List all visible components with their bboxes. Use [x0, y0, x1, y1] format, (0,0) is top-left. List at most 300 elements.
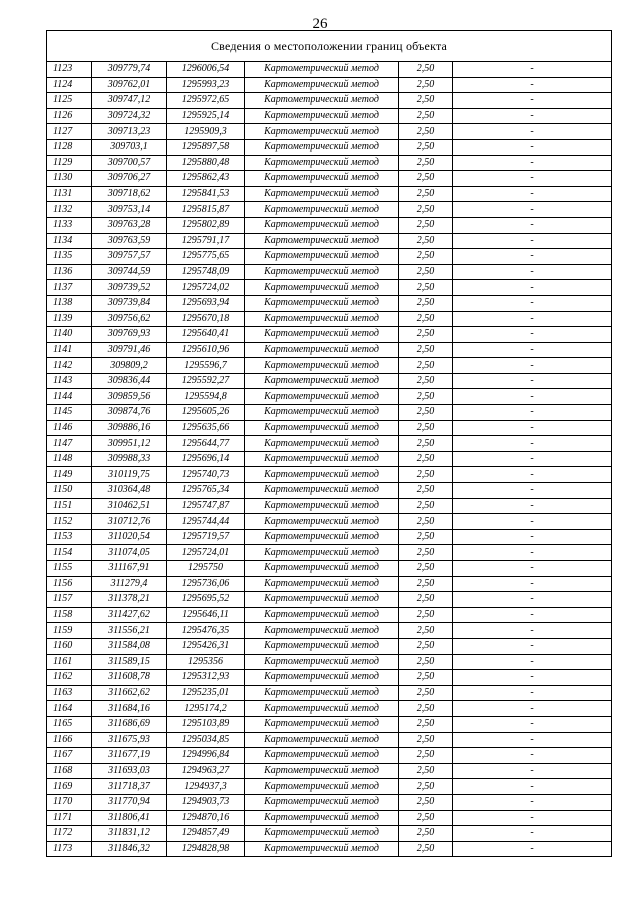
accuracy-cell: 2,50: [399, 436, 453, 452]
description-cell: -: [453, 451, 612, 467]
accuracy-cell: 2,50: [399, 420, 453, 436]
table-row: [47, 420, 612, 436]
y-coordinate-cell: 1294828,98: [167, 841, 245, 857]
point-number-cell: 1136: [47, 264, 92, 280]
method-cell: Картометрический метод: [245, 670, 399, 686]
table-row: [47, 514, 612, 530]
description-cell: -: [453, 826, 612, 842]
point-number-cell: 1130: [47, 171, 92, 187]
x-coordinate-cell: 311589,15: [92, 654, 167, 670]
accuracy-cell: 2,50: [399, 607, 453, 623]
description-cell: -: [453, 732, 612, 748]
description-cell: -: [453, 233, 612, 249]
description-cell: -: [453, 280, 612, 296]
method-cell: Картометрический метод: [245, 389, 399, 405]
point-number-cell: 1163: [47, 685, 92, 701]
description-cell: -: [453, 108, 612, 124]
accuracy-cell: 2,50: [399, 171, 453, 187]
table-row: [47, 124, 612, 140]
point-number-cell: 1156: [47, 576, 92, 592]
accuracy-cell: 2,50: [399, 327, 453, 343]
method-cell: Картометрический метод: [245, 249, 399, 265]
x-coordinate-cell: 310119,75: [92, 467, 167, 483]
x-coordinate-cell: 310462,51: [92, 498, 167, 514]
point-number-cell: 1124: [47, 77, 92, 93]
y-coordinate-cell: 1296006,54: [167, 62, 245, 78]
y-coordinate-cell: 1295476,35: [167, 623, 245, 639]
description-cell: -: [453, 607, 612, 623]
description-cell: -: [453, 77, 612, 93]
method-cell: Картометрический метод: [245, 451, 399, 467]
x-coordinate-cell: 309791,46: [92, 342, 167, 358]
description-cell: -: [453, 311, 612, 327]
page-number: 26: [312, 16, 328, 32]
point-number-cell: 1129: [47, 155, 92, 171]
description-cell: -: [453, 779, 612, 795]
y-coordinate-cell: 1295635,66: [167, 420, 245, 436]
accuracy-cell: 2,50: [399, 748, 453, 764]
x-coordinate-cell: 311718,37: [92, 779, 167, 795]
x-coordinate-cell: 311279,4: [92, 576, 167, 592]
accuracy-cell: 2,50: [399, 342, 453, 358]
description-cell: -: [453, 623, 612, 639]
accuracy-cell: 2,50: [399, 654, 453, 670]
point-number-cell: 1147: [47, 436, 92, 452]
table-row: [47, 779, 612, 795]
description-cell: -: [453, 420, 612, 436]
x-coordinate-cell: 310712,76: [92, 514, 167, 530]
table-row: [47, 405, 612, 421]
accuracy-cell: 2,50: [399, 451, 453, 467]
table-row: [47, 249, 612, 265]
method-cell: Картометрический метод: [245, 420, 399, 436]
method-cell: Картометрический метод: [245, 623, 399, 639]
table-row: [47, 311, 612, 327]
accuracy-cell: 2,50: [399, 498, 453, 514]
table-row: [47, 139, 612, 155]
accuracy-cell: 2,50: [399, 794, 453, 810]
table-row: [47, 701, 612, 717]
description-cell: -: [453, 264, 612, 280]
method-cell: Картометрический метод: [245, 529, 399, 545]
method-cell: Картометрический метод: [245, 124, 399, 140]
y-coordinate-cell: 1295592,27: [167, 373, 245, 389]
y-coordinate-cell: 1295724,02: [167, 280, 245, 296]
x-coordinate-cell: 309779,74: [92, 62, 167, 78]
x-coordinate-cell: 311167,91: [92, 561, 167, 577]
table-row: [47, 295, 612, 311]
table-row: [47, 529, 612, 545]
point-number-cell: 1144: [47, 389, 92, 405]
x-coordinate-cell: 309713,23: [92, 124, 167, 140]
point-number-cell: 1157: [47, 592, 92, 608]
point-number-cell: 1171: [47, 810, 92, 826]
method-cell: Картометрический метод: [245, 186, 399, 202]
x-coordinate-cell: 309859,56: [92, 389, 167, 405]
accuracy-cell: 2,50: [399, 186, 453, 202]
accuracy-cell: 2,50: [399, 779, 453, 795]
method-cell: Картометрический метод: [245, 108, 399, 124]
y-coordinate-cell: 1294857,49: [167, 826, 245, 842]
y-coordinate-cell: 1295644,77: [167, 436, 245, 452]
table-row: [47, 498, 612, 514]
method-cell: Картометрический метод: [245, 311, 399, 327]
y-coordinate-cell: 1295791,17: [167, 233, 245, 249]
accuracy-cell: 2,50: [399, 108, 453, 124]
table-title-row: [47, 31, 612, 62]
table-row: [47, 233, 612, 249]
x-coordinate-cell: 311608,78: [92, 670, 167, 686]
y-coordinate-cell: 1295356: [167, 654, 245, 670]
accuracy-cell: 2,50: [399, 701, 453, 717]
accuracy-cell: 2,50: [399, 592, 453, 608]
y-coordinate-cell: 1295640,41: [167, 327, 245, 343]
point-number-cell: 1159: [47, 623, 92, 639]
accuracy-cell: 2,50: [399, 483, 453, 499]
x-coordinate-cell: 311378,21: [92, 592, 167, 608]
method-cell: Картометрический метод: [245, 763, 399, 779]
table-row: [47, 748, 612, 764]
method-cell: Картометрический метод: [245, 545, 399, 561]
x-coordinate-cell: 311020,54: [92, 529, 167, 545]
point-number-cell: 1143: [47, 373, 92, 389]
x-coordinate-cell: 309703,1: [92, 139, 167, 155]
table-row: [47, 93, 612, 109]
method-cell: Картометрический метод: [245, 498, 399, 514]
boundary-table: [46, 30, 612, 857]
table-row: [47, 202, 612, 218]
accuracy-cell: 2,50: [399, 139, 453, 155]
point-number-cell: 1149: [47, 467, 92, 483]
description-cell: -: [453, 405, 612, 421]
x-coordinate-cell: 311686,69: [92, 716, 167, 732]
point-number-cell: 1168: [47, 763, 92, 779]
y-coordinate-cell: 1295034,85: [167, 732, 245, 748]
y-coordinate-cell: 1295596,7: [167, 358, 245, 374]
point-number-cell: 1134: [47, 233, 92, 249]
table-row: [47, 638, 612, 654]
description-cell: -: [453, 171, 612, 187]
y-coordinate-cell: 1295724,01: [167, 545, 245, 561]
point-number-cell: 1141: [47, 342, 92, 358]
y-coordinate-cell: 1295719,57: [167, 529, 245, 545]
method-cell: Картометрический метод: [245, 607, 399, 623]
point-number-cell: 1167: [47, 748, 92, 764]
x-coordinate-cell: 309769,93: [92, 327, 167, 343]
y-coordinate-cell: 1295235,01: [167, 685, 245, 701]
point-number-cell: 1139: [47, 311, 92, 327]
method-cell: Картометрический метод: [245, 155, 399, 171]
method-cell: Картометрический метод: [245, 685, 399, 701]
accuracy-cell: 2,50: [399, 358, 453, 374]
accuracy-cell: 2,50: [399, 545, 453, 561]
method-cell: Картометрический метод: [245, 483, 399, 499]
y-coordinate-cell: 1295695,52: [167, 592, 245, 608]
point-number-cell: 1169: [47, 779, 92, 795]
table-row: [47, 389, 612, 405]
method-cell: Картометрический метод: [245, 295, 399, 311]
point-number-cell: 1166: [47, 732, 92, 748]
table-row: [47, 155, 612, 171]
table-row: [47, 467, 612, 483]
description-cell: -: [453, 576, 612, 592]
table-row: [47, 826, 612, 842]
point-number-cell: 1162: [47, 670, 92, 686]
method-cell: Картометрический метод: [245, 701, 399, 717]
y-coordinate-cell: 1295594,8: [167, 389, 245, 405]
x-coordinate-cell: 311831,12: [92, 826, 167, 842]
method-cell: Картометрический метод: [245, 514, 399, 530]
description-cell: -: [453, 810, 612, 826]
description-cell: -: [453, 62, 612, 78]
table-row: [47, 108, 612, 124]
x-coordinate-cell: 309886,16: [92, 420, 167, 436]
table-row: [47, 685, 612, 701]
x-coordinate-cell: 311662,62: [92, 685, 167, 701]
point-number-cell: 1127: [47, 124, 92, 140]
y-coordinate-cell: 1295925,14: [167, 108, 245, 124]
description-cell: -: [453, 342, 612, 358]
table-row: [47, 451, 612, 467]
table-row: [47, 358, 612, 374]
y-coordinate-cell: 1295972,65: [167, 93, 245, 109]
x-coordinate-cell: 311074,05: [92, 545, 167, 561]
y-coordinate-cell: 1295897,58: [167, 139, 245, 155]
x-coordinate-cell: 311427,62: [92, 607, 167, 623]
x-coordinate-cell: 311675,93: [92, 732, 167, 748]
table-row: [47, 794, 612, 810]
accuracy-cell: 2,50: [399, 93, 453, 109]
method-cell: Картометрический метод: [245, 638, 399, 654]
x-coordinate-cell: 309700,57: [92, 155, 167, 171]
description-cell: -: [453, 217, 612, 233]
accuracy-cell: 2,50: [399, 155, 453, 171]
point-number-cell: 1132: [47, 202, 92, 218]
method-cell: Картометрический метод: [245, 264, 399, 280]
point-number-cell: 1137: [47, 280, 92, 296]
description-cell: -: [453, 685, 612, 701]
accuracy-cell: 2,50: [399, 77, 453, 93]
x-coordinate-cell: 309756,62: [92, 311, 167, 327]
method-cell: Картометрический метод: [245, 405, 399, 421]
method-cell: Картометрический метод: [245, 748, 399, 764]
accuracy-cell: 2,50: [399, 217, 453, 233]
description-cell: -: [453, 139, 612, 155]
y-coordinate-cell: 1295736,06: [167, 576, 245, 592]
x-coordinate-cell: 309951,12: [92, 436, 167, 452]
table-row: [47, 77, 612, 93]
table-row: [47, 217, 612, 233]
table-row: [47, 171, 612, 187]
x-coordinate-cell: 309739,84: [92, 295, 167, 311]
y-coordinate-cell: 1295426,31: [167, 638, 245, 654]
y-coordinate-cell: 1295670,18: [167, 311, 245, 327]
x-coordinate-cell: 309874,76: [92, 405, 167, 421]
point-number-cell: 1135: [47, 249, 92, 265]
x-coordinate-cell: 309836,44: [92, 373, 167, 389]
method-cell: Картометрический метод: [245, 436, 399, 452]
point-number-cell: 1126: [47, 108, 92, 124]
description-cell: -: [453, 638, 612, 654]
y-coordinate-cell: 1295103,89: [167, 716, 245, 732]
y-coordinate-cell: 1294903,73: [167, 794, 245, 810]
accuracy-cell: 2,50: [399, 810, 453, 826]
x-coordinate-cell: 309762,01: [92, 77, 167, 93]
method-cell: Картометрический метод: [245, 280, 399, 296]
description-cell: -: [453, 389, 612, 405]
point-number-cell: 1148: [47, 451, 92, 467]
description-cell: -: [453, 155, 612, 171]
method-cell: Картометрический метод: [245, 171, 399, 187]
table-row: [47, 763, 612, 779]
x-coordinate-cell: 310364,48: [92, 483, 167, 499]
description-cell: -: [453, 249, 612, 265]
point-number-cell: 1164: [47, 701, 92, 717]
x-coordinate-cell: 309809,2: [92, 358, 167, 374]
y-coordinate-cell: 1295750: [167, 561, 245, 577]
x-coordinate-cell: 309753,14: [92, 202, 167, 218]
table-row: [47, 280, 612, 296]
accuracy-cell: 2,50: [399, 561, 453, 577]
y-coordinate-cell: 1295693,94: [167, 295, 245, 311]
description-cell: -: [453, 670, 612, 686]
accuracy-cell: 2,50: [399, 405, 453, 421]
y-coordinate-cell: 1295744,44: [167, 514, 245, 530]
table-row: [47, 732, 612, 748]
table-body: [47, 31, 612, 857]
accuracy-cell: 2,50: [399, 467, 453, 483]
y-coordinate-cell: 1295740,73: [167, 467, 245, 483]
point-number-cell: 1150: [47, 483, 92, 499]
accuracy-cell: 2,50: [399, 763, 453, 779]
table-row: [47, 592, 612, 608]
point-number-cell: 1170: [47, 794, 92, 810]
y-coordinate-cell: 1295174,2: [167, 701, 245, 717]
description-cell: -: [453, 701, 612, 717]
point-number-cell: 1165: [47, 716, 92, 732]
point-number-cell: 1160: [47, 638, 92, 654]
y-coordinate-cell: 1294937,3: [167, 779, 245, 795]
method-cell: Картометрический метод: [245, 467, 399, 483]
method-cell: Картометрический метод: [245, 576, 399, 592]
method-cell: Картометрический метод: [245, 77, 399, 93]
point-number-cell: 1142: [47, 358, 92, 374]
point-number-cell: 1145: [47, 405, 92, 421]
method-cell: Картометрический метод: [245, 592, 399, 608]
x-coordinate-cell: 311693,03: [92, 763, 167, 779]
point-number-cell: 1153: [47, 529, 92, 545]
point-number-cell: 1161: [47, 654, 92, 670]
accuracy-cell: 2,50: [399, 623, 453, 639]
y-coordinate-cell: 1295610,96: [167, 342, 245, 358]
table-row: [47, 607, 612, 623]
accuracy-cell: 2,50: [399, 249, 453, 265]
method-cell: Картометрический метод: [245, 561, 399, 577]
x-coordinate-cell: 311846,32: [92, 841, 167, 857]
point-number-cell: 1133: [47, 217, 92, 233]
accuracy-cell: 2,50: [399, 124, 453, 140]
x-coordinate-cell: 311556,21: [92, 623, 167, 639]
description-cell: -: [453, 373, 612, 389]
table-row: [47, 436, 612, 452]
y-coordinate-cell: 1295765,34: [167, 483, 245, 499]
method-cell: Картометрический метод: [245, 202, 399, 218]
x-coordinate-cell: 309718,62: [92, 186, 167, 202]
table-row: [47, 810, 612, 826]
method-cell: Картометрический метод: [245, 716, 399, 732]
y-coordinate-cell: 1295747,87: [167, 498, 245, 514]
description-cell: -: [453, 592, 612, 608]
description-cell: -: [453, 748, 612, 764]
method-cell: Картометрический метод: [245, 779, 399, 795]
y-coordinate-cell: 1294870,16: [167, 810, 245, 826]
point-number-cell: 1158: [47, 607, 92, 623]
x-coordinate-cell: 311677,19: [92, 748, 167, 764]
description-cell: -: [453, 327, 612, 343]
x-coordinate-cell: 309763,28: [92, 217, 167, 233]
method-cell: Картометрический метод: [245, 233, 399, 249]
x-coordinate-cell: 309744,59: [92, 264, 167, 280]
point-number-cell: 1173: [47, 841, 92, 857]
method-cell: Картометрический метод: [245, 342, 399, 358]
table-row: [47, 264, 612, 280]
point-number-cell: 1125: [47, 93, 92, 109]
table-row: [47, 623, 612, 639]
y-coordinate-cell: 1295802,89: [167, 217, 245, 233]
table-row: [47, 654, 612, 670]
accuracy-cell: 2,50: [399, 264, 453, 280]
method-cell: Картометрический метод: [245, 139, 399, 155]
method-cell: Картометрический метод: [245, 327, 399, 343]
accuracy-cell: 2,50: [399, 529, 453, 545]
description-cell: -: [453, 514, 612, 530]
table-row: [47, 342, 612, 358]
table-row: [47, 841, 612, 857]
accuracy-cell: 2,50: [399, 311, 453, 327]
method-cell: Картометрический метод: [245, 93, 399, 109]
accuracy-cell: 2,50: [399, 389, 453, 405]
point-number-cell: 1155: [47, 561, 92, 577]
point-number-cell: 1128: [47, 139, 92, 155]
point-number-cell: 1140: [47, 327, 92, 343]
y-coordinate-cell: 1294996,84: [167, 748, 245, 764]
y-coordinate-cell: 1295605,26: [167, 405, 245, 421]
description-cell: -: [453, 124, 612, 140]
table-row: [47, 576, 612, 592]
point-number-cell: 1154: [47, 545, 92, 561]
accuracy-cell: 2,50: [399, 732, 453, 748]
table-row: [47, 670, 612, 686]
y-coordinate-cell: 1295841,53: [167, 186, 245, 202]
accuracy-cell: 2,50: [399, 514, 453, 530]
description-cell: -: [453, 794, 612, 810]
x-coordinate-cell: 309706,27: [92, 171, 167, 187]
y-coordinate-cell: 1295696,14: [167, 451, 245, 467]
description-cell: -: [453, 529, 612, 545]
method-cell: Картометрический метод: [245, 654, 399, 670]
point-number-cell: 1152: [47, 514, 92, 530]
accuracy-cell: 2,50: [399, 233, 453, 249]
point-number-cell: 1146: [47, 420, 92, 436]
table-row: [47, 186, 612, 202]
method-cell: Картометрический метод: [245, 810, 399, 826]
table-row: [47, 716, 612, 732]
description-cell: -: [453, 654, 612, 670]
accuracy-cell: 2,50: [399, 826, 453, 842]
method-cell: Картометрический метод: [245, 358, 399, 374]
x-coordinate-cell: 311684,16: [92, 701, 167, 717]
accuracy-cell: 2,50: [399, 373, 453, 389]
